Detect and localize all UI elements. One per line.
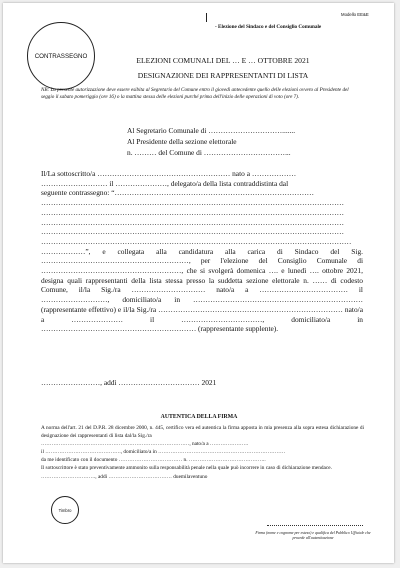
authentication-text: A norma dell'art. 21 del D.P.R. 28 dicembre 2000, n. 445, certifico vera ed autentica la firma apposta in mia presenza alla sopra estesa dichiarazione di designazione dei rappresentanti di lista dal/la Sig./ra: [41, 425, 364, 440]
authentication-title: AUTENTICA DELLA FIRMA: [160, 414, 238, 420]
authentication-date-line: …………………………., addì ……………………………… duemilaventuno: [41, 473, 208, 480]
dotted-line: ………………………………………………………………………………………………………………: [41, 236, 352, 246]
authentication-line: il ……………………………………., domiciliato/a in ………………………………………………………………: [41, 449, 286, 456]
declaration-line: ……………………… il …………………, delegato/a della lista contraddistinta dal: [41, 178, 289, 188]
declaration-line: seguente contrassegno: “………………………………………………………………………: [41, 188, 315, 198]
place-date-line: ……………………, addì …………………………… 2021: [41, 378, 217, 387]
dotted-line: ……………………………………………………………………………………………………………: [41, 198, 345, 208]
dotted-line: ……………………………………………………………………………………………………………: [41, 227, 345, 237]
declaration-paragraph: ………………”, e collegata alla candidatura alla carica di Sindaco del Sig. ……………………………………………………, per l'elezione del Consiglio Comunale di …………………………………………………, che si svolgerà domenica …. e lunedì …. ottobre 2021, designa quali rappresentanti della lista stessa presso la suddetta sezione elettorale n. …… di codesto Comune, il/la Sig./ra ………………………… nato/a a ……………………………… il ………………………, domiciliato/a in …………………………………………………………… (rappresentante effettivo) e il/la Sig./ra ………………………………………………………………… nato/a a ………………… il ……………………………, domiciliato/a in ……………………………………………………… (rappresentante supplente).: [41, 246, 363, 334]
declaration-body: [41, 169, 363, 334]
contrassegno-label: CONTRASSEGNO: [34, 52, 88, 60]
declaration-line: Il/La sottoscritto/a ……………………………………………… nato a ………………: [41, 169, 297, 178]
stamp-label: Timbro: [58, 507, 72, 513]
authentication-line: da me identificato con il documento ……………………………… n. ……………………………………..: [41, 457, 266, 464]
document-heading: DESIGNAZIONE DEI RAPPRESENTANTI DI LISTA: [137, 71, 309, 80]
nb-note: NB: La presente autorizzazione deve essere esibita al Segretario del Comune entro il giovedì antecedente quello delle elezioni ovvero al Presidente del seggio il sabato pomeriggio (ore 16) o la mattina stessa delle elezioni purché prima dell'inizio delle operazioni di voto (ore 7).: [41, 87, 349, 100]
form-page: [3, 3, 394, 563]
authentication-line: …………………………………………………………………………, nato/a a ………………….: [41, 441, 249, 448]
dotted-line: ……………………………………………………………………………………………………………: [41, 207, 345, 217]
model-code: Modello EE&E: [341, 12, 369, 17]
margin-mark: [206, 13, 207, 22]
dotted-line: ……………………………………………………………………………………………………………: [41, 217, 345, 227]
election-subtitle: - Elezione del Sindaco e del Consiglio Comunale: [215, 24, 322, 30]
addressee-line-2: Al Presidente della sezione elettorale: [127, 137, 237, 146]
document-title: ELEZIONI COMUNALI DEL … E … OTTOBRE 2021: [136, 56, 310, 65]
official-stamp-circle: [51, 496, 79, 524]
addressee-line-1: Al Segretario Comunale di ………………………….......: [127, 126, 296, 135]
signature-line: [267, 525, 363, 526]
authentication-body: [41, 424, 364, 481]
authentication-warning: Il sottoscrittore è stato preventivamente ammonito sulla responsabilità penale nella quale può incorrere in caso di dichiarazione mendace.: [41, 465, 332, 472]
addressee-line-3: n. ……… del Comune di ……………………………...: [127, 148, 291, 157]
signature-caption: Firma (nome e cognome per esteso) e qualifica del Pubblico Ufficiale che procede all'autenticazione: [255, 531, 371, 540]
